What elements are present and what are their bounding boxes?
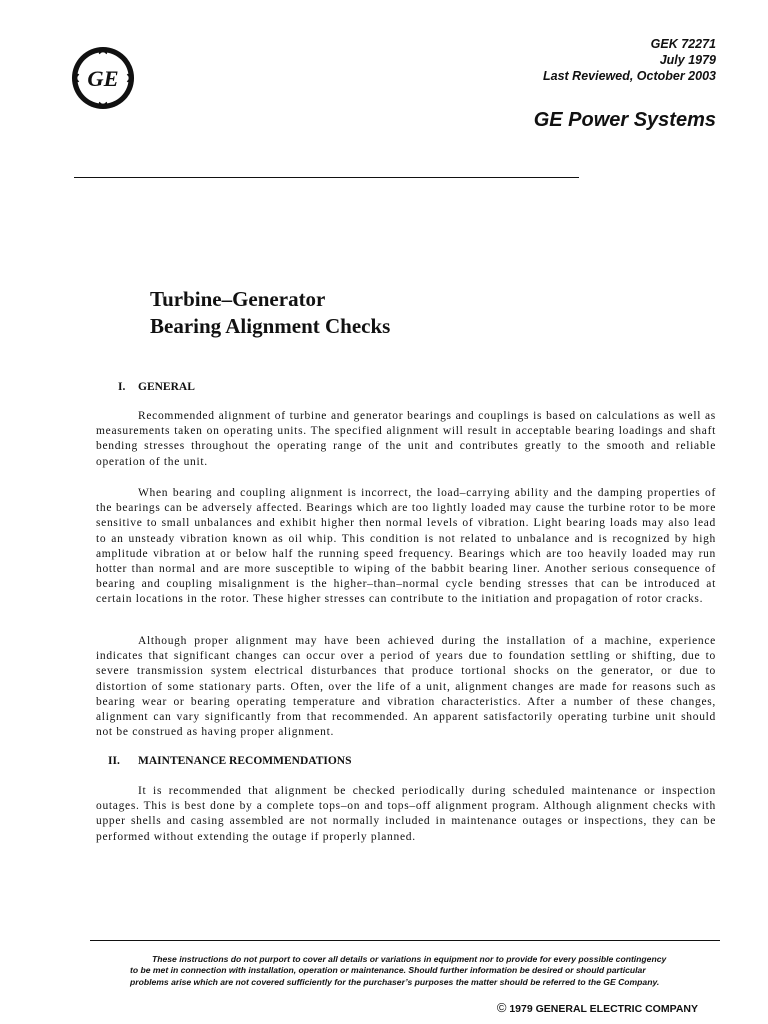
section-number: II. [108,755,120,767]
disclaimer-text: These instructions do not purport to cover all details or variations in equipment nor to provide for every possible contingency to be met in connection with installation, operation or maintenance. Should further information be desired or should particular problems arise which are not covered sufficiently for the purchaser’s purposes the matter should be referred to the GE Company. [130,954,667,987]
paragraph: Recommended alignment of turbine and generator bearings and couplings is based on calculations as well as measurements taken on operating units. The specified alignment will result in acceptable bearing loadings and shaft bending stresses throughout the operating range of the unit and contributes greatly to the smooth and reliable operation of the unit. [96,410,716,468]
section-title: GENERAL [138,381,195,393]
section-number: I. [118,381,126,393]
doc-number: GEK 72271 [650,37,716,51]
logo-text: GE [87,65,119,91]
title-line-2: Bearing Alignment Checks [150,314,391,338]
paragraph: It is recommended that alignment be checked periodically during scheduled maintenance or inspection outages. This is best done by a complete tops–on and tops–off alignment program. Although alignment checks with upper shells and casing assembled are not normally included in maintenance outages or inspections, they can be performed without extending the outage if properly planned. [96,785,716,843]
document-title [150,286,390,340]
footer-divider [90,940,720,941]
ge-logo-icon [70,45,136,111]
copyright-text: 1979 GENERAL ELECTRIC COMPANY [509,1003,698,1015]
section-heading-general [118,381,195,393]
document-header [543,36,716,84]
header-divider [74,177,579,178]
paragraph: Although proper alignment may have been achieved during the installation of a machine, experience indicates that significant changes can occur over a period of years due to foundation settling or shifting, due to severe transmission system electrical disturbances that produce tortional shocks on the generator, or due to distortion of some stationary parts. Often, over the life of a unit, alignment changes are made for reasons such as bearing wear or bearing operating temperature and vibration characteristics. After a number of these changes, alignment can vary significantly from that recommended. An apparent satisfactorily operating turbine unit should not be construed as having proper alignment. [96,635,716,739]
copyright-notice [497,1000,698,1015]
section-title: MAINTENANCE RECOMMENDATIONS [138,755,352,767]
title-line-1: Turbine–Generator [150,287,326,311]
reviewed-date: Last Reviewed, October 2003 [543,69,716,83]
doc-date: July 1979 [659,53,716,67]
paragraph: When bearing and coupling alignment is incorrect, the load–carrying ability and the damping properties of the bearings can be adversely affected. Bearings which are too lightly loaded may cause the turbine rotor to be more sensitive to small unbalances and exhibit higher then normal levels of vibration. Light bearing loads may also lead to an unsteady vibration known as oil whip. This condition is not related to unbalance and is recognized by high amplitude vibration at or below half the running speed frequency. Bearings which are too heavily loaded may run hotter than normal and are more susceptible to wiping of the babbit bearing liner. Another serious consequence of bearing and coupling misalignment is the higher–than–normal cycle bending stresses that can be introduced at certain locations in the rotor. These higher stresses can contribute to the initiation and propagation of rotor cracks. [96,487,716,606]
copyright-icon: © [496,1000,507,1015]
section-heading-maintenance [108,755,352,767]
division-name: GE Power Systems [533,109,716,131]
